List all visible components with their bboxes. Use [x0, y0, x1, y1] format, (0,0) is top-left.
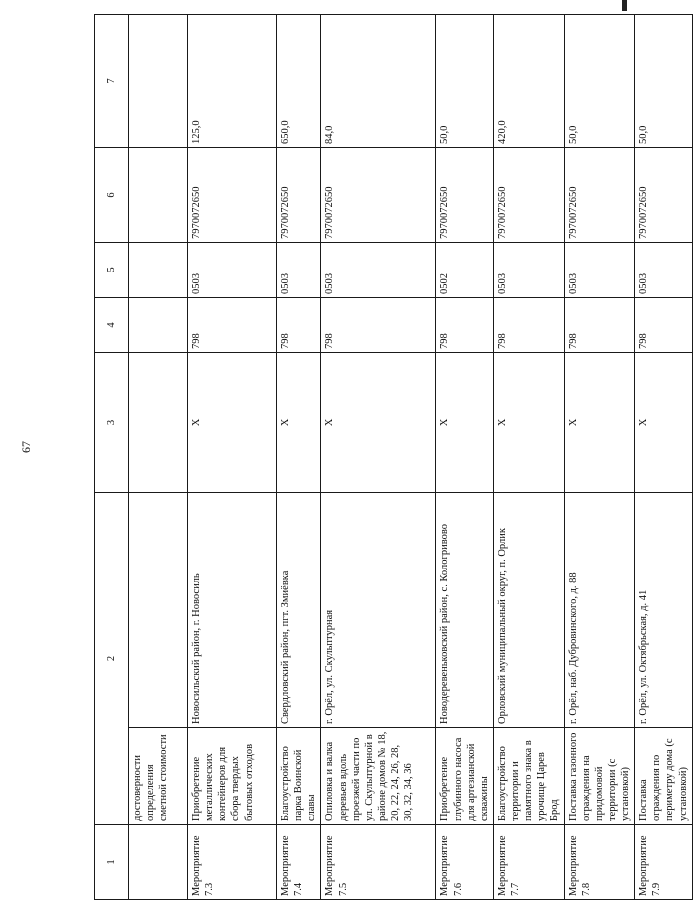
cell-col4: 798: [188, 298, 277, 353]
header-cell-1: 1: [95, 825, 129, 900]
table-landscape: [94, 15, 689, 900]
cell-description: Поставка газонного ограждения на придомовой территории (с установкой): [564, 728, 635, 825]
cell-location: г. Орёл, наб. Дубровинского, д. 88: [564, 493, 635, 728]
cell-event: Мероприятие 7.8: [564, 825, 635, 900]
cell-col3: X: [321, 353, 436, 493]
cell-col5: 0502: [436, 243, 494, 298]
cell-col4: 798: [436, 298, 494, 353]
cell-col5: [129, 243, 188, 298]
cell-col4: 798: [277, 298, 321, 353]
cell-description: Приобретение глубинного насоса для артезианской скважины: [436, 728, 494, 825]
cell-col5: 0503: [321, 243, 436, 298]
header-cell-4: 4: [95, 298, 129, 353]
cell-col5: 0503: [493, 243, 564, 298]
cell-location: Новодеревеньковский район, с. Кологривово: [436, 493, 494, 728]
table-row: [277, 15, 321, 900]
continuation-row: [129, 15, 188, 900]
cell-col6: 7970072650: [188, 148, 277, 243]
header-cell-5: 5: [95, 243, 129, 298]
cell-col5: 0503: [277, 243, 321, 298]
table-rotation-frame: [94, 15, 689, 900]
cell-col3: X: [188, 353, 277, 493]
table-row: [635, 15, 693, 900]
cell-col3: X: [277, 353, 321, 493]
table-row: [321, 15, 436, 900]
cell-col7: [129, 15, 188, 148]
cell-col4: 798: [564, 298, 635, 353]
cell-col4: 798: [321, 298, 436, 353]
cell-description: Благоустройство территории и памятного знака в урочище Царев Брод: [493, 728, 564, 825]
cell-col3: X: [436, 353, 494, 493]
cell-col4: 798: [635, 298, 693, 353]
cell-col3: [129, 353, 188, 493]
cell-description: Приобретение металлических контейнеров для сбора твердых бытовых отходов: [188, 728, 277, 825]
header-row: [95, 15, 129, 900]
cell-col4: [129, 298, 188, 353]
cell-location: [129, 493, 188, 728]
cell-col5: 0503: [635, 243, 693, 298]
cell-col6: 7970072650: [321, 148, 436, 243]
cell-description: Поставка ограждения по периметру дома (с установкой): [635, 728, 693, 825]
table-row: [493, 15, 564, 900]
header-cell-2: 2: [95, 493, 129, 825]
cell-location: Свердловский район, пгт. Змиёвка: [277, 493, 321, 728]
cell-event: Мероприятие 7.7: [493, 825, 564, 900]
table-row: [188, 15, 277, 900]
table-row: [564, 15, 635, 900]
cell-col4: 798: [493, 298, 564, 353]
cell-event: Мероприятие 7.6: [436, 825, 494, 900]
cell-description: Благоустройство парка Воинской славы: [277, 728, 321, 825]
cell-col6: [129, 148, 188, 243]
table-row: [436, 15, 494, 900]
cell-col3: X: [493, 353, 564, 493]
cell-location: Новосильский район, г. Новосиль: [188, 493, 277, 728]
cell-col6: 7970072650: [564, 148, 635, 243]
scan-edge-mark: [622, 0, 627, 11]
cell-description: Опиловка и валка деревьев вдоль проезжей части по ул. Скульптурной в районе домов № 18, 20, 22, 24, 26, 28, 30, 32, 34, 36: [321, 728, 436, 825]
cell-col7: 50,0: [564, 15, 635, 148]
header-cell-6: 6: [95, 148, 129, 243]
cell-col7: 50,0: [436, 15, 494, 148]
cell-col6: 7970072650: [493, 148, 564, 243]
cell-location: Орловский муниципальный округ, п. Орлик: [493, 493, 564, 728]
cell-col6: 7970072650: [436, 148, 494, 243]
header-cell-7: 7: [95, 15, 129, 148]
cell-col7: 125,0: [188, 15, 277, 148]
cell-col7: 650,0: [277, 15, 321, 148]
cell-event: Мероприятие 7.4: [277, 825, 321, 900]
cell-col6: 7970072650: [277, 148, 321, 243]
cell-location: г. Орёл, ул. Октябрьская, д. 41: [635, 493, 693, 728]
cell-col3: X: [635, 353, 693, 493]
header-cell-3: 3: [95, 353, 129, 493]
cell-event: Мероприятие 7.9: [635, 825, 693, 900]
cell-description: достоверности определения сметной стоимости: [129, 728, 188, 825]
page-number: 67: [19, 441, 33, 453]
cell-col3: X: [564, 353, 635, 493]
cell-event: Мероприятие 7.5: [321, 825, 436, 900]
cell-col7: 84,0: [321, 15, 436, 148]
cell-col5: 0503: [188, 243, 277, 298]
budget-table: [94, 14, 693, 900]
cell-event: Мероприятие 7.3: [188, 825, 277, 900]
cell-event: [129, 825, 188, 900]
cell-col5: 0503: [564, 243, 635, 298]
cell-location: г. Орёл, ул. Скульптурная: [321, 493, 436, 728]
cell-col6: 7970072650: [635, 148, 693, 243]
cell-col7: 420,0: [493, 15, 564, 148]
cell-col7: 50,0: [635, 15, 693, 148]
